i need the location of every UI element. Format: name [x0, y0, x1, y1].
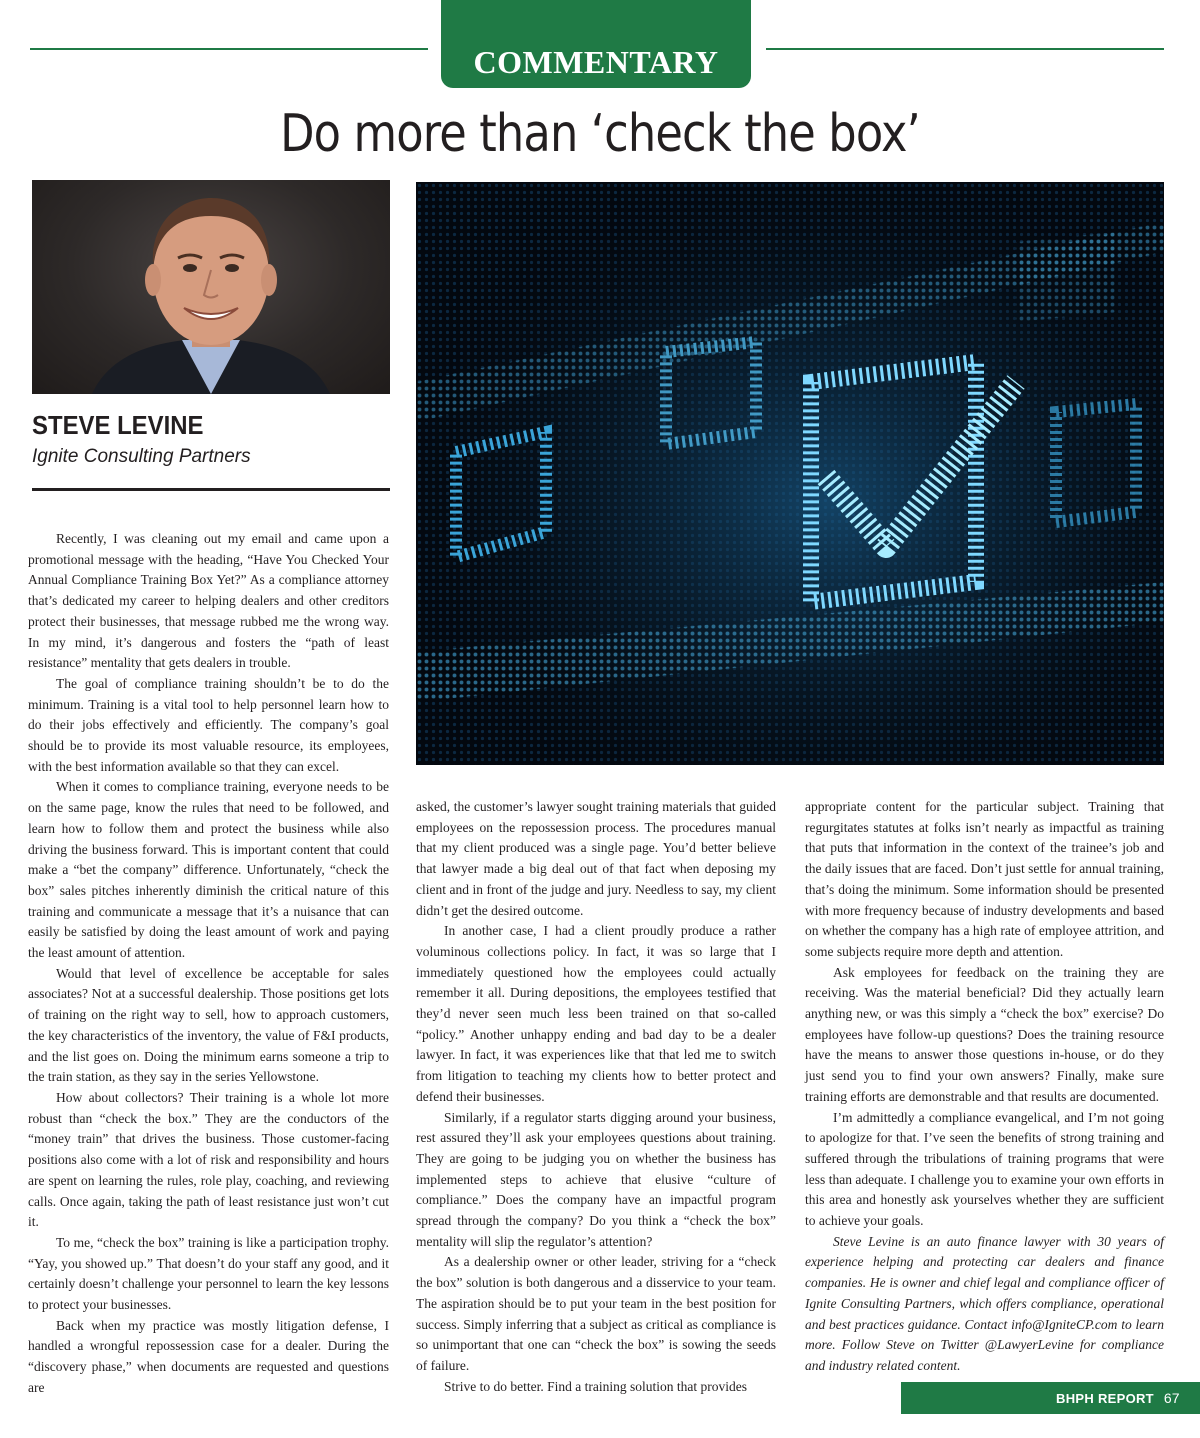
- article-column-3: [805, 797, 1164, 1377]
- article-paragraph: When it comes to compliance training, everyone needs to be on the same page, know the rules that need to be followed, and learn how to follow them and protect the business while also driving the business forward. This is important content that could make a “bet the company” difference. Unfortunately, “check the box” sales pitches inherently diminish the critical nature of this training and communicate a message that it’s a nuisance that can easily be satisfied by doing the least amount of work and paying the least amount of attention.: [28, 779, 389, 961]
- article-paragraph: Would that level of excellence be acceptable for sales associates? Not at a successful dealership. Those positions get lots of training on the right way to sell, how to approach customers, the key characteristics of the inventory, the value of F&I products, and the list goes on. Doing the minimum earns someone a trip to the train station, as they say in the series Yellowstone.: [28, 965, 389, 1085]
- section-label: [441, 0, 751, 88]
- article-paragraph: As a dealership owner or other leader, striving for a “check the box” solution is both dangerous and a disservice to your team. The aspiration should be to put your team in the best position for success. Simply inferring that a subject as critical as compliance is so unimportant that one can “check the box” is sowing the seeds of failure.: [416, 1254, 776, 1373]
- article-paragraph: The goal of compliance training shouldn’t be to do the minimum. Training is a vital tool to help personnel learn how to do their jobs effectively and efficiently. The company’s goal should be to provide its most valuable resource, its employees, with the best information available so that they can excel.: [28, 675, 389, 774]
- article-paragraph: Back when my practice was mostly litigation defense, I handled a wrongful repossession case for a dealer. During the “discovery phase,” when documents are requested and questions are: [28, 1317, 389, 1395]
- section-label-text: COMMENTARY: [473, 44, 719, 80]
- checkbox-checked-icon: [416, 182, 1164, 765]
- article-paragraph: I’m admittedly a compliance evangelical, and I’m not going to apologize for that. I’ve seen the benefits of strong training and suffered through the tribulations of training programs that were less than adequate. I challenge you to examine your own efforts in this area and honestly ask yourselves whether they are sufficient to achieve your goals.: [805, 1109, 1164, 1229]
- article-paragraph-continued: appropriate content for the particular subject. Training that regurgitates statutes at folks isn’t nearly as impactful as training that puts that information in the context of the trainee’s job and the daily issues that are faced. Don’t just settle for annual training, that’s doing the minimum. Some information should be presented with more frequency because of industry developments and based on whether the company has a high rate of employee attrition, and some subjects require more depth and attention.: [805, 799, 1164, 959]
- article-paragraph-continued: asked, the customer’s lawyer sought training materials that guided employees on the repossession process. The procedures manual that my client produced was a single page. You’d better believe that lawyer made a big deal out of that fact when deposing my client and in front of the judge and jury. Needless to say, my client didn’t get the desired outcome.: [416, 799, 776, 918]
- header-rule-left: [30, 48, 428, 50]
- article-paragraph: How about collectors? Their training is a whole lot more robust than “check the box.” They are the conductors of the “money train” that drives the business. Those customer-facing positions also come with a lot of risk and responsibility and hours are spent on learning the rules, role play, coaching, and reviewing calls. Once again, taking the path of least resistance just won’t cut it.: [28, 1089, 389, 1230]
- article-column-2: [416, 797, 776, 1397]
- page-number: 67: [1163, 1390, 1180, 1406]
- article-column-1: [28, 529, 389, 1399]
- header-rule-right: [766, 48, 1164, 50]
- author-divider: [32, 488, 390, 491]
- article-paragraph: Strive to do better. Find a training solution that provides: [444, 1378, 747, 1394]
- article-paragraph: Ask employees for feedback on the training they are receiving. Was the material beneficial? Did they actually learn anything new, or was this simply a “check the box” exercise? Do employees have follow-up questions? Does the training resource have the means to answer those questions in-house, or do they just send you to find your own answers? Finally, make sure training efforts are demonstrable and that results are documented.: [805, 964, 1164, 1104]
- author-name: STEVE LEVINE: [32, 410, 204, 440]
- author-photo: [32, 180, 390, 394]
- author-portrait-illustration: [32, 180, 390, 394]
- article-paragraph: In another case, I had a client proudly produce a rather voluminous collections policy. In fact, it was so large that I immediately questioned how the employees could actually remember it all. During depositions, the employees testified that they’d never seen much less been trained on that so-called “policy.” Another unhappy ending and bad day to be a dealer lawyer. In fact, it was experiences like that that led me to switch from litigation to teaching my clients how to better protect and defend their businesses.: [416, 923, 776, 1104]
- article-paragraph: Similarly, if a regulator starts digging around your business, rest assured they’ll ask your employees questions about training. They are going to be judging you on whether the business has implemented steps to achieve that elusive “culture of compliance.” Does the company have an impactful program spread through the company? Do you think a “check the box” mentality will slip the regulator’s attention?: [416, 1109, 776, 1249]
- article-headline: Do more than ‘check the box’: [280, 104, 920, 164]
- author-organization: Ignite Consulting Partners: [32, 446, 251, 467]
- author-bio: Steve Levine is an auto finance lawyer with 30 years of experience helping and protecting car dealers and finance companies. He is owner and chief legal and compliance officer of Ignite Consulting Partners, which offers compliance, operational and best practices guidance. Contact info@IgniteCP.com to learn more. Follow Steve on Twitter @LawyerLevine for compliance and industry related content.: [805, 1233, 1164, 1373]
- publication-name: BHPH REPORT: [1056, 1391, 1154, 1406]
- hero-image: [416, 182, 1164, 765]
- article-paragraph: To me, “check the box” training is like a participation trophy. “Yay, you showed up.” That doesn’t do your staff any good, and it certainly doesn’t challenge your personnel to learn the key lessons to protect your businesses.: [28, 1234, 389, 1313]
- article-paragraph: Recently, I was cleaning out my email and came upon a promotional message with the heading, “Have You Checked Your Annual Compliance Training Box Yet?” As a compliance attorney that’s dedicated my career to helping dealers and other creditors protect their businesses, that message rubbed me the wrong way. In my mind, it’s dangerous and fosters the “path of least resistance” mentality that gets dealers in trouble.: [28, 531, 389, 671]
- page-footer: [901, 1382, 1200, 1414]
